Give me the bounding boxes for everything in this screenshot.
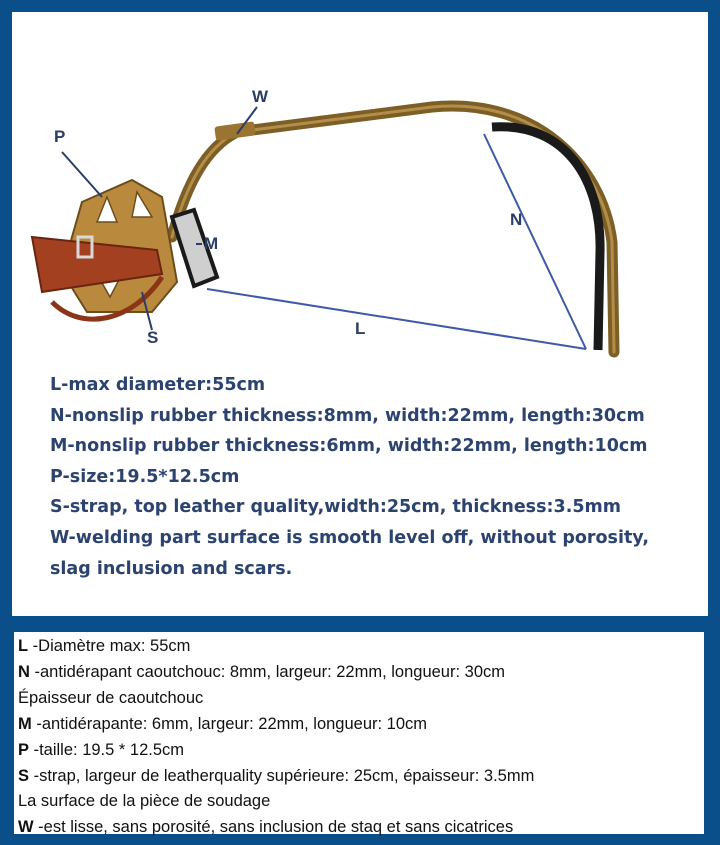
fr-line (18, 764, 534, 790)
fr-line (18, 738, 534, 764)
spec-line-l: L-max diameter:55cm (50, 375, 266, 395)
fr-line (18, 686, 534, 712)
fr-key: P (18, 740, 30, 759)
fr-text: -Diamètre max: 55cm (28, 637, 191, 655)
fr-text: -antidérapante: 6mm, largeur: 22mm, longueur: 10cm (31, 714, 428, 733)
spec-line-w: W-welding part surface is smooth level off, without porosity, (50, 527, 650, 548)
n-measure-line (484, 134, 586, 349)
fr-line (18, 815, 534, 841)
fr-text: -antidérapant caoutchouc: 8mm, largeur: 22mm, longueur: 30cm (29, 662, 505, 681)
fr-text: -taille: 19.5 * 12.5cm (29, 740, 185, 759)
callout-s: S (147, 328, 159, 347)
n-rubber-strip (492, 127, 600, 350)
callout-m: M (204, 234, 219, 253)
fr-line (18, 789, 534, 815)
fr-key: S (18, 766, 30, 785)
french-specs-panel (12, 630, 706, 836)
fr-key: L (18, 637, 29, 655)
fr-text: -est lisse, sans porosité, sans inclusion de staq et sans cicatrices (33, 818, 514, 837)
spec-line-m: M-nonslip rubber thickness:6mm, width:22mm, length:10cm (50, 436, 648, 457)
callout-l: L (355, 319, 366, 338)
fr-text: La surface de la pièce de soudage (18, 792, 271, 811)
fr-key: W (18, 818, 34, 837)
fr-line (18, 712, 534, 738)
spec-line-p: P-size:19.5*12.5cm (50, 466, 240, 487)
spec-line-n: N-nonslip rubber thickness:8mm, width:22mm, length:30cm (50, 405, 645, 426)
callout-p: P (54, 127, 66, 146)
l-measure-line (207, 289, 586, 349)
fr-text: Épaisseur de caoutchouc (18, 688, 204, 707)
spec-line-s: S-strap, top leather quality,width:25cm, thickness:3.5mm (50, 497, 621, 518)
callout-w: W (252, 87, 269, 106)
weld-collar (214, 121, 256, 140)
fr-key: N (18, 662, 30, 681)
product-image-panel (12, 12, 708, 616)
fr-key: M (18, 714, 32, 733)
spec-line-w-cont: slag inclusion and scars. (50, 558, 293, 579)
fr-line (18, 660, 534, 686)
specs-english (50, 370, 710, 584)
fr-line (18, 634, 534, 660)
fr-text: -strap, largeur de leatherquality supérieure: 25cm, épaisseur: 3.5mm (29, 766, 535, 785)
callout-n: N (510, 210, 523, 229)
specs-french (18, 634, 534, 841)
